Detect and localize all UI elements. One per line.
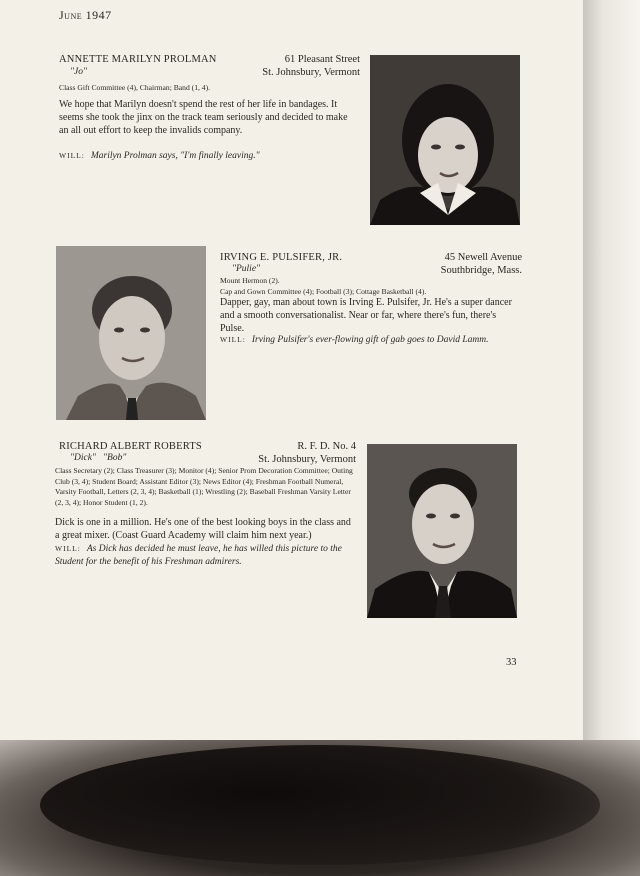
entry-1-address-line2: St. Johnsbury, Vermont bbox=[262, 67, 360, 78]
entry-3-will-text: As Dick has decided he must leave, he has willed this picture to the Student for the benefit of his Freshman admirers. bbox=[55, 544, 342, 567]
entry-2-address-line1: 45 Newell Avenue bbox=[444, 252, 522, 263]
entry-1-address-line1: 61 Pleasant Street bbox=[284, 54, 360, 65]
entry-3-address-line1: R. F. D. No. 4 bbox=[297, 441, 356, 452]
entry-2-portrait bbox=[56, 246, 206, 420]
entry-3-nickname: "Dick" "Bob" bbox=[70, 453, 127, 463]
entry-3-will-label: WILL: bbox=[55, 544, 81, 553]
entry-3-name: RICHARD ALBERT ROBERTS bbox=[59, 441, 202, 452]
entry-1-will-text: Marilyn Prolman says, "I'm finally leaving." bbox=[90, 151, 260, 161]
entry-2-address-line2: Southbridge, Mass. bbox=[440, 265, 522, 276]
entry-1-name: ANNETTE MARILYN PROLMAN bbox=[59, 54, 217, 65]
entry-1-activities: Class Gift Committee (4), Chairman; Band (1, 4). bbox=[59, 83, 211, 92]
entry-2-activities: Mount Hermon (2). Cap and Gown Committee (4); Football (3); Cottage Basketball (4). bbox=[220, 276, 427, 296]
entry-2-will-label: WILL: bbox=[220, 335, 246, 344]
page-header: June 1947 bbox=[59, 8, 112, 22]
page-edge bbox=[583, 0, 640, 752]
entry-1-will-label: WILL: bbox=[59, 151, 85, 160]
entry-2-nickname: "Pulie" bbox=[232, 264, 261, 274]
entry-2-will-text: Irving Pulsifer's ever-flowing gift of gab goes to David Lamm. bbox=[251, 335, 489, 345]
entry-1-nickname: "Jo" bbox=[70, 67, 87, 77]
entry-3-will bbox=[55, 543, 357, 568]
entry-3-portrait bbox=[367, 444, 517, 618]
hand-shadow bbox=[40, 745, 600, 865]
entry-3-bio: Dick is one in a million. He's one of the best looking boys in the class and a great mixer. (Coast Guard Academy will claim him next year.) bbox=[55, 517, 351, 541]
entry-2-bio: Dapper, gay, man about town is Irving E. Pulsifer, Jr. He's a super dancer and a smooth conversationalist. Near or far, where there's fun, there's Pulse. bbox=[220, 297, 512, 334]
entry-3-address-line2: St. Johnsbury, Vermont bbox=[258, 454, 356, 465]
entry-3-activities: Class Secretary (2); Class Treasurer (3); Monitor (4); Senior Prom Decoration Committee; Outing Club (3, 4); Student Board; Assistant Editor (3); News Editor (4); Freshman Football Numeral, Varsity Football, Letters (2, 3, 4); Basketball (1); Wrestling (2); Baseball Freshman Varsity Letter (2, 3, 4); Honor Student (1, 2). bbox=[55, 466, 353, 507]
entry-1-bio: We hope that Marilyn doesn't spend the rest of her life in bandages. It seems she took the jinx on the track team seriously and decided to make an all out effort to keep the invalids company. bbox=[59, 99, 348, 136]
entry-2-will bbox=[220, 334, 525, 347]
entry-1-portrait bbox=[370, 55, 520, 225]
entry-1-will bbox=[59, 150, 359, 163]
entry-2-name: IRVING E. PULSIFER, JR. bbox=[220, 252, 343, 263]
page-number: 33 bbox=[506, 657, 517, 668]
